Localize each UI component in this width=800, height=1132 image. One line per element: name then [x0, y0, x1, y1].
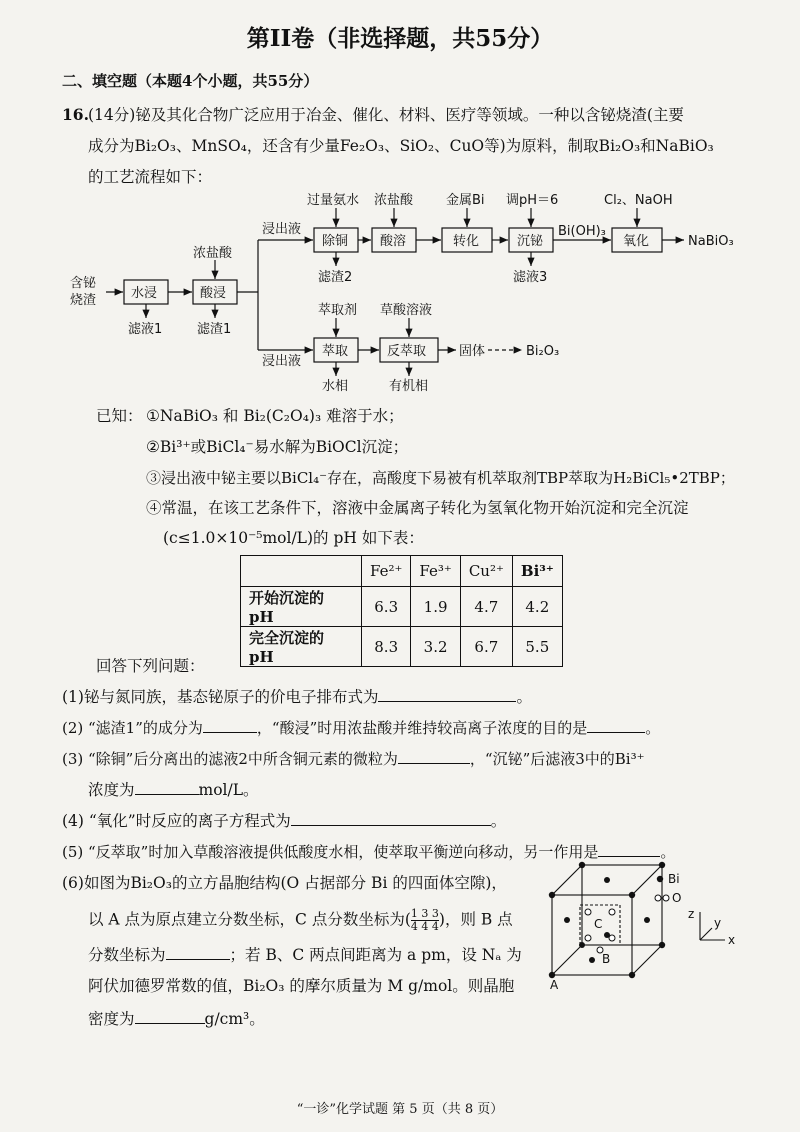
table-cell: 完全沉淀的 pH [241, 627, 362, 667]
page-title: 第II卷（非选择题，共55分） [246, 25, 554, 52]
known-item-4-line1: ④常温，在该工艺条件下，溶液中金属离子转化为氢氧化物开始沉淀和完全沉淀 [146, 499, 689, 517]
bi-atom [579, 942, 585, 948]
subquestion-6-line5 [88, 1008, 265, 1030]
point-b-label: B [602, 952, 611, 966]
table-cell: 6.7 [460, 627, 512, 667]
product-bi2o3-label: Bi₂O₃ [526, 344, 560, 359]
axis-x-label: x [728, 933, 736, 947]
process-flow-diagram [0, 190, 800, 400]
q4-text: (4) “氧化”时反应的离子方程式为 [62, 812, 291, 830]
oxidize-label: 氧化 [623, 234, 650, 249]
q6-text-5b: g/cm³。 [204, 1010, 265, 1028]
q5-text: (5) “反萃取”时加入草酸溶液提供低酸度水相，使萃取平衡逆向移动，另一作用是 [62, 843, 599, 861]
subquestion-2 [62, 717, 660, 739]
q1-end: 。 [516, 688, 532, 706]
table-cell: 6.3 [362, 587, 411, 627]
subquestion-6-line1: (6)如图为Bi₂O₃的立方晶胞结构(O 占据部分 Bi 的四面体空隙)， [62, 874, 507, 892]
c-fraction: $\frac{1 3 3}{4 4 4}$ [410, 907, 439, 933]
oxalic-solution-label: 草酸溶液 [380, 303, 433, 318]
answer-blank[interactable] [378, 687, 516, 702]
known-item-4-line2: (c≤1.0×10⁻⁵mol/L)的 pH 如下表： [163, 529, 424, 547]
ph-table [240, 555, 563, 667]
answer-blank[interactable] [203, 718, 257, 733]
q6-text-3b: ；若 B、C 两点间距离为 a pm，设 Nₐ 为 [229, 946, 522, 964]
acid-dissolve-label: 酸溶 [380, 234, 407, 249]
table-header-cell: Fe²⁺ [362, 556, 411, 587]
legend-o-dot [663, 895, 669, 901]
o-atom [585, 935, 591, 941]
q3-text-a: (3) “除铜”后分离出的滤液2中所含铜元素的微粒为 [62, 750, 398, 768]
filtrate3-label: 滤液3 [513, 270, 548, 285]
q3-unit: mol/L。 [198, 781, 259, 799]
conc-hcl-label: 浓盐酸 [193, 246, 233, 261]
table-cell: 8.3 [362, 627, 411, 667]
table-header-cell: Bi³⁺ [512, 556, 562, 587]
table-cell: 3.2 [411, 627, 460, 667]
subquestion-4 [62, 810, 506, 832]
q6-text-3a: 分数坐标为 [88, 946, 166, 964]
q5-end: 。 [660, 843, 676, 861]
subquestion-3 [62, 748, 645, 770]
known-item-1: ①NaBiO₃ 和 Bi₂(C₂O₄)₃ 难溶于水； [146, 407, 404, 425]
o-atom [585, 909, 591, 915]
section-heading: 二、填空题（本题4个小题，共55分） [62, 72, 319, 90]
point-a-label: A [550, 978, 559, 992]
bi-atom [629, 892, 635, 898]
table-cell: 4.7 [460, 587, 512, 627]
product-nabio3-label: NaBiO₃ [688, 234, 734, 249]
back-extraction-label: 反萃取 [387, 344, 427, 359]
q1-text: (1)铋与氮同族，基态铋原子的价电子排布式为 [62, 688, 379, 706]
answer-blank[interactable] [135, 1009, 205, 1024]
subquestion-6-line3 [88, 944, 522, 966]
q4-end: 。 [490, 812, 507, 830]
table-header-cell [241, 556, 362, 587]
table-row [241, 587, 563, 627]
table-header-cell: Cu²⁺ [460, 556, 512, 587]
extraction-label: 萃取 [322, 344, 349, 359]
q2-text-a: (2) “滤渣1”的成分为 [62, 719, 203, 737]
convert-label: 转化 [453, 234, 480, 249]
q3-text-c: 浓度为 [88, 781, 135, 799]
legend-bi: Bi [668, 872, 680, 886]
question-intro-line3: 的工艺流程如下： [88, 168, 213, 186]
table-header-row [241, 556, 563, 587]
conc-hcl2-label: 浓盐酸 [374, 193, 414, 208]
bi-atom [564, 917, 570, 923]
bi-atom [659, 862, 665, 868]
subquestion-6-line4: 阿伏加德罗常数的值，Bi₂O₃ 的摩尔质量为 M g/mol。则晶胞 [88, 977, 515, 995]
q2-end: 。 [645, 719, 661, 737]
axis-y-label: y [714, 916, 722, 930]
organic-phase-label: 有机相 [389, 379, 429, 394]
metal-bi-label: 金属Bi [446, 193, 485, 208]
table-header-cell: Fe³⁺ [411, 556, 460, 587]
answer-blank[interactable] [135, 780, 199, 795]
bi-atom [579, 862, 585, 868]
bi-atom [644, 917, 650, 923]
bi-oh3-label: Bi(OH)₃ [558, 224, 606, 239]
legend-bi-dot [657, 876, 663, 882]
subquestion-6-line2 [88, 908, 513, 933]
residue1-label: 滤渣1 [197, 322, 232, 337]
leachate-bottom-label: 浸出液 [262, 354, 302, 369]
question-intro-line1: (14分)铋及其化合物广泛应用于冶金、催化、材料、医疗等领域。一种以含铋烧渣(主要 [88, 106, 684, 124]
precip-bi-label: 沉铋 [517, 234, 544, 249]
start-label-2: 烧渣 [70, 293, 97, 308]
residue2-label: 滤渣2 [318, 270, 353, 285]
q6-text-5a: 密度为 [88, 1010, 135, 1028]
filtrate1-label: 滤液1 [128, 322, 163, 337]
known-item-3: ③浸出液中铋主要以BiCl₄⁻存在，高酸度下易被有机萃取剂TBP萃取为H₂BiCl₅•2TBP； [146, 469, 735, 487]
question-intro-line2: 成分为Bi₂O₃、MnSO₄，还含有少量Fe₂O₃、SiO₂、CuO等)为原料，制取Bi₂O₃和NaBiO₃ [88, 137, 714, 155]
answer-blank[interactable] [291, 811, 491, 826]
answer-blank[interactable] [166, 945, 230, 960]
table-cell: 1.9 [411, 587, 460, 627]
axis-z-label: z [688, 907, 695, 921]
answer-blank[interactable] [587, 718, 645, 733]
bi-atom [589, 957, 595, 963]
answer-blank[interactable] [398, 749, 470, 764]
crystal-cell-figure [540, 850, 740, 995]
o-atom [609, 935, 615, 941]
bi-atom [659, 942, 665, 948]
q6-text-2b: )，则 B 点 [438, 910, 513, 929]
bi-atom [604, 877, 610, 883]
table-cell: 开始沉淀的 pH [241, 587, 362, 627]
q2-text-b: ，“酸浸”时用浓盐酸并维持较高离子浓度的目的是 [256, 719, 588, 737]
water-phase-label: 水相 [322, 379, 349, 394]
water-leach-label: 水浸 [131, 286, 158, 301]
subquestion-3-cont [88, 779, 259, 801]
bi-atom [629, 972, 635, 978]
question-number: 16. [62, 105, 89, 124]
solid-label: 固体 [459, 344, 486, 359]
acid-leach-label: 酸浸 [200, 286, 227, 301]
point-c-label: C [594, 917, 603, 931]
page-footer: “一诊”化学试题 第 5 页（共 8 页） [296, 1102, 504, 1117]
known-label: 已知： [96, 407, 143, 425]
extractant-label: 萃取剂 [318, 303, 358, 318]
excess-ammonia-label: 过量氨水 [307, 193, 360, 208]
legend-o-dot [655, 895, 661, 901]
q3-text-b: ，“沉铋”后滤液3中的Bi³⁺ [469, 750, 645, 768]
adjust-ph-label: 调pH＝6 [506, 193, 559, 208]
remove-cu-label: 除铜 [322, 234, 349, 249]
table-row [241, 627, 563, 667]
o-atom [609, 909, 615, 915]
table-cell: 4.2 [512, 587, 562, 627]
answer-prompt: 回答下列问题： [96, 657, 205, 675]
start-label-1: 含铋 [70, 276, 97, 291]
leachate-top-label: 浸出液 [262, 222, 302, 237]
bi-atom [549, 892, 555, 898]
table-cell: 5.5 [512, 627, 562, 667]
q6-text-2a: 以 A 点为原点建立分数坐标，C 点分数坐标为( [88, 910, 411, 929]
subquestion-1 [62, 686, 532, 708]
legend-o: O [672, 891, 682, 905]
known-item-2: ②Bi³⁺或BiCl₄⁻易水解为BiOCl沉淀； [146, 438, 409, 456]
cl2-naoh-label: Cl₂、NaOH [604, 193, 673, 208]
